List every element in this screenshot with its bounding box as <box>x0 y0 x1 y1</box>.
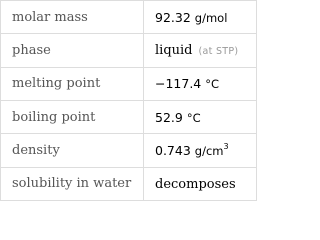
melting-point-unit: °C <box>205 77 220 92</box>
table-row-solubility <box>1 167 257 200</box>
phase-value <box>144 34 257 67</box>
melting-point-number: −117.4 <box>155 76 202 92</box>
boiling-point-value <box>144 100 257 133</box>
boiling-point-label: boiling point <box>1 100 144 133</box>
molar-mass-number: 92.32 <box>155 9 191 25</box>
density-unit <box>194 141 229 158</box>
density-unit-base: g/cm <box>194 143 224 158</box>
solubility-value <box>144 167 257 200</box>
phase-condition-note: (at STP) <box>198 46 239 58</box>
table-row-melting-point <box>1 67 257 100</box>
melting-point-label: melting point <box>1 67 144 100</box>
solubility-text: decomposes <box>155 176 236 192</box>
table-row-molar-mass <box>1 1 257 34</box>
molar-mass-value <box>144 1 257 34</box>
density-number: 0.743 <box>155 142 191 158</box>
boiling-point-number: 52.9 <box>155 109 183 125</box>
molar-mass-unit: g/mol <box>194 10 228 25</box>
molar-mass-label: molar mass <box>1 1 144 34</box>
phase-state: liquid <box>155 43 193 59</box>
table-row-density <box>1 134 257 167</box>
density-value <box>144 134 257 167</box>
solubility-label: solubility in water <box>1 167 144 200</box>
boiling-point-unit: °C <box>186 110 201 125</box>
density-label: density <box>1 134 144 167</box>
table-row-boiling-point <box>1 100 257 133</box>
density-unit-exponent: 3 <box>223 141 229 151</box>
melting-point-value <box>144 67 257 100</box>
table-row-phase <box>1 34 257 67</box>
phase-label: phase <box>1 34 144 67</box>
